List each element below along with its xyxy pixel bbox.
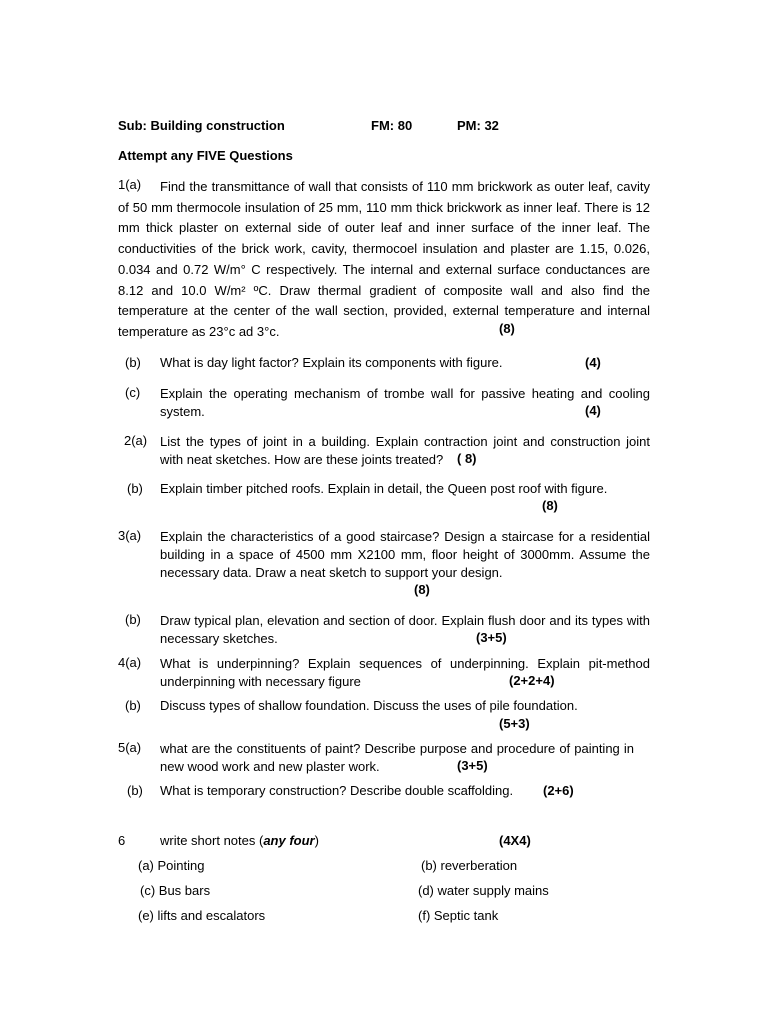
q1a-line: conductivities of the brick work, cavity, thermocoel insulation and plaster are 1.15, 0.026, [118,241,650,257]
question-label-5b: (b) [127,783,143,798]
pass-marks: PM: 32 [457,118,499,133]
q3a-line: building in a space of 4500 mm X2100 mm, floor height of 3000mm. Assume the [160,547,650,562]
q1a-line: temperature at the center of the wall section, provided, external temperature and internal [118,303,650,319]
question-5a-text [160,740,650,776]
marks-4b: (5+3) [499,716,530,731]
q2a-line: with neat sketches. How are these joints treated? [160,452,444,467]
q4a-line: underpinning with necessary figure [160,674,361,689]
short-note-item: (c) Bus bars [140,883,211,898]
question-label-1c: (c) [125,385,141,400]
marks-3a: (8) [414,582,430,597]
question-label-3a: 3(a) [118,528,142,543]
q4a-line: What is underpinning? Explain sequences of underpinning. Explain pit-method [160,656,650,671]
q3b-line: necessary sketches. [160,631,278,646]
instruction: Attempt any FIVE Questions [118,148,293,163]
q3b-line: Draw typical plan, elevation and section of door. Explain flush door and its types with [160,613,650,628]
marks-5a: (3+5) [457,758,488,773]
q5a-line: new wood work and new plaster work. [160,759,380,774]
question-label-2a: 2(a) [124,433,148,448]
q1a-line: mm thick plaster on external side of outer leaf and inner surface of the inner leaf. The [118,220,650,236]
marks-5b: (2+6) [543,783,574,798]
question-label-1b: (b) [125,355,141,370]
q6-text-emphasis: any four [263,833,315,848]
question-5b-text: What is temporary construction? Describe double scaffolding. [160,783,514,798]
q6-text-prefix: write short notes ( [160,833,264,848]
marks-2a: ( 8) [457,451,477,466]
q1a-line: temperature as 23°c ad 3°c. [118,323,280,339]
short-note-item: (f) Septic tank [418,908,499,923]
marks-3b: (3+5) [476,630,507,645]
question-3a-text [160,528,650,582]
short-note-item: (d) water supply mains [418,883,549,898]
question-label-5a: 5(a) [118,740,142,755]
question-label-4b: (b) [125,698,141,713]
marks-1c: (4) [585,403,601,418]
question-3b-text [160,612,650,648]
marks-1a: (8) [499,321,515,336]
question-6-text [160,833,319,848]
question-4a-text [160,655,650,691]
q1a-line: of 50 mm thermocole insulation of 25 mm, 110 mm thick brickwork as inner leaf. There is 12 [118,199,650,215]
short-note-item: (e) lifts and escalators [138,908,266,923]
marks-4a: (2+2+4) [509,673,555,688]
q3a-line: Explain the characteristics of a good staircase? Design a staircase for a residential [160,529,650,544]
short-note-item: (a) Pointing [138,858,205,873]
q2a-line: List the types of joint in a building. Explain contraction joint and construction joint [160,434,650,449]
question-label-1a: 1(a) [118,177,142,192]
subject-line: Sub: Building construction [118,118,285,133]
q1a-line: Find the transmittance of wall that consists of 110 mm brickwork as outer leaf, cavity [160,179,650,194]
q1a-line: 8.12 and 10.0 W/m² ºC. Draw thermal gradient of composite wall and also find the [118,282,650,298]
q3a-line: necessary data. Draw a neat sketch to support your design. [160,565,503,580]
question-1a-text [118,177,650,343]
q1c-line: Explain the operating mechanism of trombe wall for passive heating and cooling [160,386,650,401]
q5a-line: what are the constituents of paint? Describe purpose and procedure of painting in [160,741,634,756]
question-4b-text: Discuss types of shallow foundation. Discuss the uses of pile foundation. [160,698,578,713]
q1c-line: system. [160,404,205,419]
q1a-line: 0.034 and 0.72 W/m° C respectively. The internal and external surface conductances are [118,261,650,277]
short-note-item: (b) reverberation [421,858,518,873]
question-label-6: 6 [118,833,126,848]
question-1c-text [160,385,650,421]
q6-text-suffix: ) [314,833,319,848]
question-label-3b: (b) [125,612,141,627]
question-2b-text: Explain timber pitched roofs. Explain in detail, the Queen post roof with figure. [160,481,608,496]
marks-2b: (8) [542,498,558,513]
full-marks: FM: 80 [371,118,413,133]
marks-1b: (4) [585,355,601,370]
marks-6: (4X4) [499,833,531,848]
question-label-4a: 4(a) [118,655,142,670]
question-2a-text [160,433,650,469]
question-label-2b: (b) [127,481,143,496]
question-1b-text: What is day light factor? Explain its components with figure. [160,355,503,370]
